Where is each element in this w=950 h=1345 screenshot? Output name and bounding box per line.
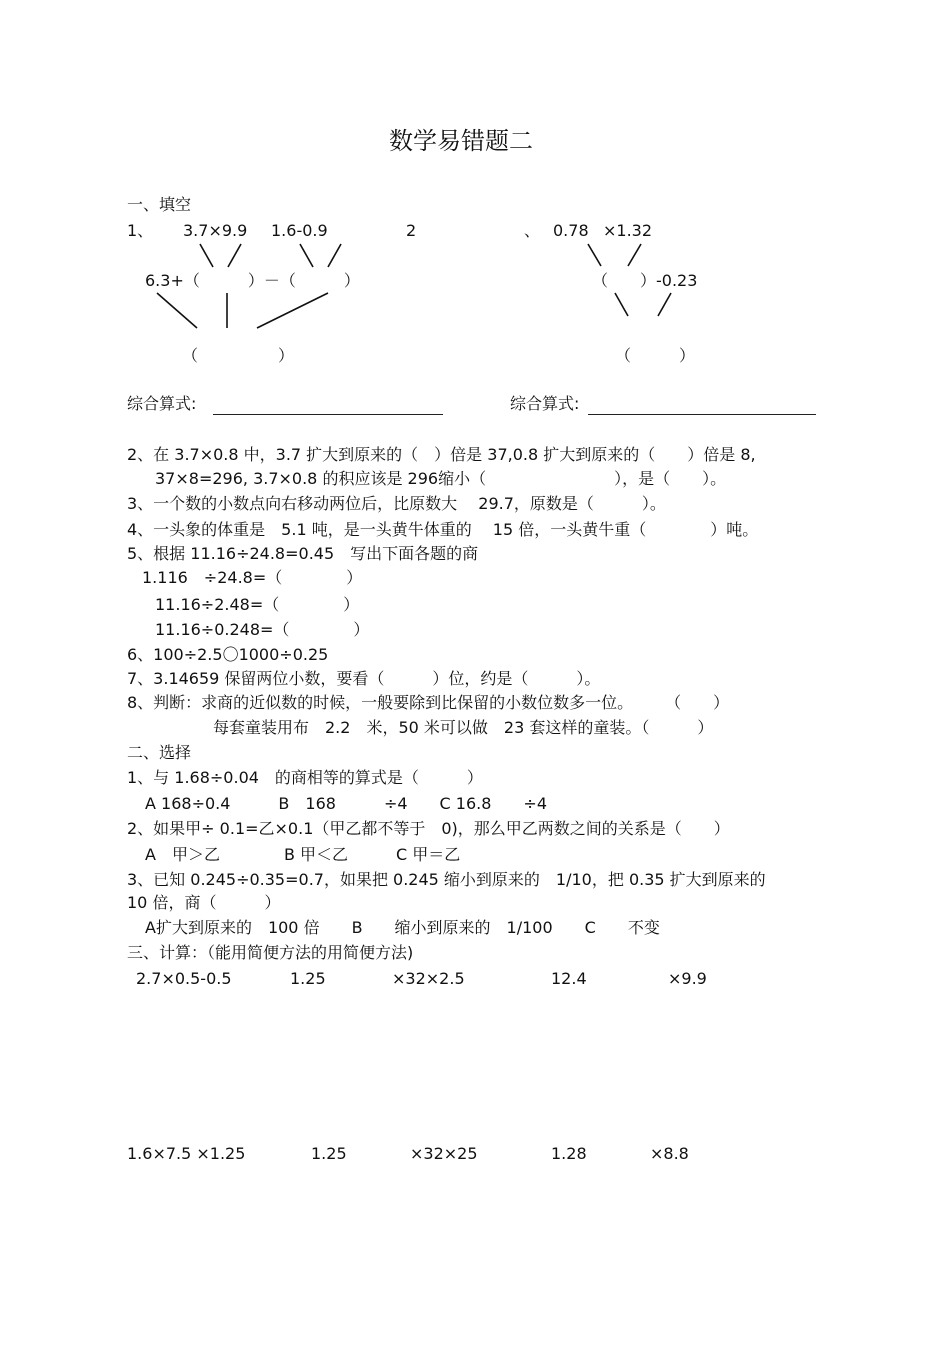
calc-5b: ×32×25: [410, 1144, 478, 1163]
tree-line: [615, 293, 628, 316]
tree-line: [628, 244, 641, 266]
q1-right-separator: 、: [524, 221, 541, 240]
formula-label-right: 综合算式:: [510, 394, 580, 413]
calc-6a: 1.28: [551, 1144, 587, 1163]
tree-line: [157, 293, 197, 328]
choice-1: 1、与 1.68÷0.04 的商相等的算式是（ ）: [127, 768, 483, 787]
formula-answer-line-right[interactable]: [588, 414, 816, 415]
q1-mid-number: 2: [406, 221, 417, 240]
q1-number: 1、: [127, 221, 154, 240]
question-4: 4、一头象的体重是 5.1 吨，是一头黄牛体重的 15 倍，一头黄牛重（ ）吨。: [127, 520, 759, 539]
q1-right-bottom: （ ）: [615, 346, 696, 365]
formula-answer-line-left[interactable]: [213, 414, 443, 415]
tree-line: [328, 244, 341, 267]
q1-right-top-a: 0.78: [553, 221, 589, 240]
choice-2: 2、如果甲÷ 0.1=乙×0.1（甲乙都不等于 0)，那么甲乙两数之间的关系是（ ）: [127, 819, 730, 838]
q1-left-top-a: 3.7×9.9: [183, 221, 248, 240]
choice-3-line-1: 3、已知 0.245÷0.35=0.7，如果把 0.245 缩小到原来的 1/10，把 0.35 扩大到原来的: [127, 870, 766, 889]
tree-line: [588, 244, 601, 266]
question-5c: 11.16÷0.248=（ ）: [155, 620, 370, 639]
calc-1: 2.7×0.5-0.5: [136, 969, 232, 988]
question-5b: 11.16÷2.48=（ ）: [155, 595, 360, 614]
q1-right-middle: （ ）-0.23: [592, 271, 698, 290]
formula-label-left: 综合算式:: [127, 394, 197, 413]
calc-4: 1.6×7.5 ×1.25: [127, 1144, 246, 1163]
calc-5a: 1.25: [311, 1144, 347, 1163]
tree-line: [200, 244, 213, 267]
question-8b: 每套童装用布 2.2 米，50 米可以做 23 套这样的童装。（ ）: [213, 718, 714, 737]
question-2-line-1: 2、在 3.7×0.8 中，3.7 扩大到原来的（ ）倍是 37,0.8 扩大到原来的（ ）倍是 8,: [127, 445, 756, 464]
question-7: 7、3.14659 保留两位小数，要看（ ）位，约是（ ）。: [127, 669, 601, 688]
calc-6b: ×8.8: [650, 1144, 689, 1163]
question-5: 5、根据 11.16÷24.8=0.45 写出下面各题的商: [127, 544, 479, 563]
calc-2b: ×32×2.5: [392, 969, 465, 988]
question-6: 6、100÷2.5〇1000÷0.25: [127, 645, 329, 664]
q1-tree-lines: [0, 0, 950, 400]
section-heading-calc: 三、计算：（能用简便方法的用简便方法): [127, 943, 414, 962]
question-5a: 1.116 ÷24.8=（ ）: [142, 568, 363, 587]
tree-line: [228, 244, 241, 267]
section-heading-choice: 二、选择: [127, 743, 192, 762]
choice-3-options: A扩大到原来的 100 倍 B 缩小到原来的 1/100 C 不变: [145, 918, 660, 937]
tree-line: [300, 244, 313, 267]
q1-right-top-b: ×1.32: [603, 221, 653, 240]
question-3: 3、一个数的小数点向右移动两位后，比原数大 29.7，原数是（ ）。: [127, 494, 666, 513]
question-8: 8、判断：求商的近似数的时候，一般要除到比保留的小数位数多一位。 （ ）: [127, 693, 730, 712]
tree-line: [257, 293, 328, 328]
q1-left-top-b: 1.6-0.9: [271, 221, 328, 240]
tree-line: [658, 293, 671, 316]
choice-3-line-2: 10 倍，商（ ）: [127, 893, 281, 912]
question-2-line-2: 37×8=296, 3.7×0.8 的积应该是 296缩小（ ），是（ ）。: [155, 469, 727, 488]
page-title: 数学易错题二: [389, 127, 533, 155]
section-heading-fill: 一、填空: [127, 195, 192, 214]
q1-left-middle: 6.3+（ ）－（ ）: [145, 271, 360, 290]
calc-2a: 1.25: [290, 969, 326, 988]
calc-3b: ×9.9: [668, 969, 707, 988]
choice-1-options: A 168÷0.4 B 168 ÷4 C 16.8 ÷4: [145, 794, 547, 813]
calc-3a: 12.4: [551, 969, 587, 988]
q1-left-bottom: （ ）: [182, 346, 295, 365]
choice-2-options: A 甲＞乙 B 甲＜乙 C 甲＝乙: [145, 845, 461, 864]
